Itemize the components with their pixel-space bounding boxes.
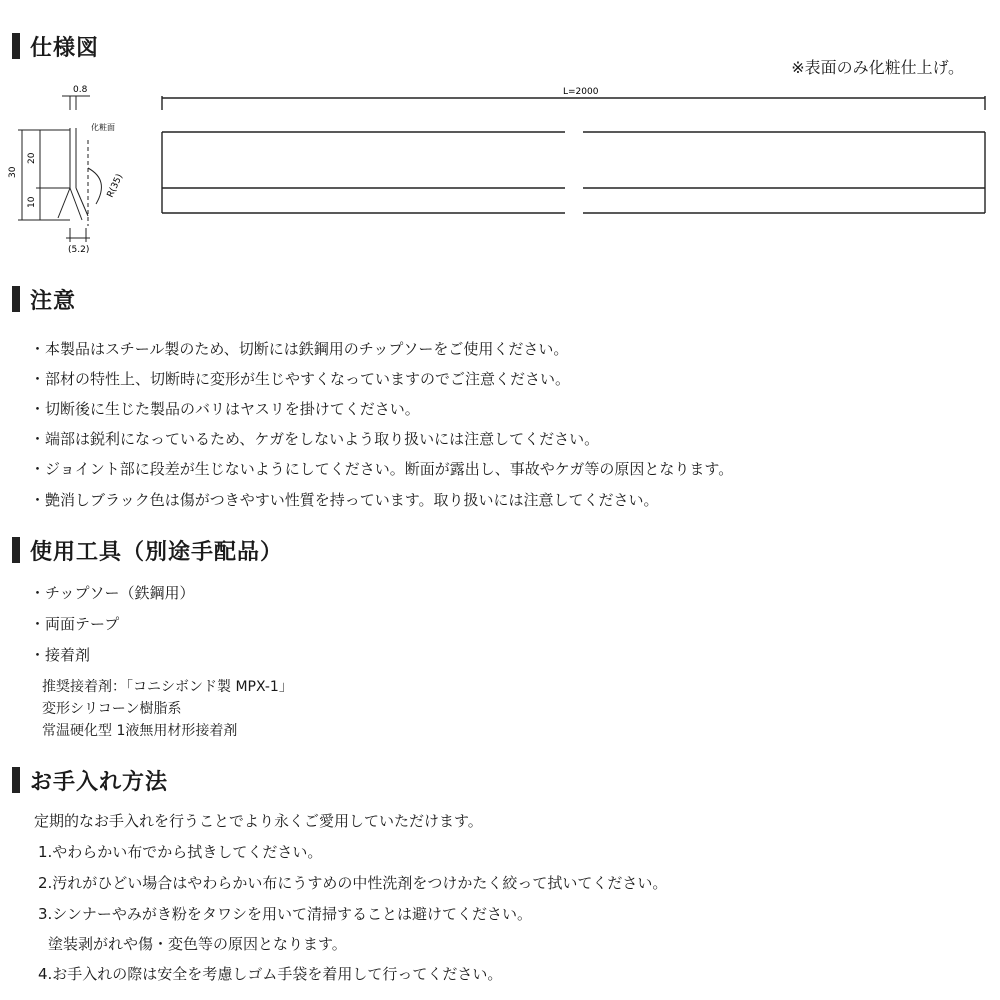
spec-note: ※表面のみ化粧仕上げ。 xyxy=(791,58,964,77)
tool-item: ・チップソー（鉄鋼用） xyxy=(30,584,195,602)
care-title: お手入れ方法 xyxy=(30,769,169,795)
adhesive-note: 常温硬化型 1液無用材形接着剤 xyxy=(42,723,238,739)
dim-thickness: 0.8 xyxy=(73,85,88,95)
adhesive-note: 推奨接着剤：「コニシボンド製 MPX-1」 xyxy=(42,679,293,695)
tool-item: ・接着剤 xyxy=(30,646,91,664)
heading-bar xyxy=(12,286,20,312)
caution-title: 注意 xyxy=(30,288,77,314)
dim-length: L=2000 xyxy=(563,87,599,97)
care-heading xyxy=(12,765,168,795)
care-item: 4.お手入れの際は安全を考慮しゴム手袋を着用して行ってください。 xyxy=(38,965,503,983)
dim-upper: 20 xyxy=(27,152,37,164)
adhesive-note: 変形シリコーン樹脂系 xyxy=(42,701,182,717)
care-item: 2.汚れがひどい場合はやわらかい布にうすめの中性洗剤をつけかたく絞って拭いてください。 xyxy=(38,874,668,892)
care-item: 塗装剥がれや傷・変色等の原因となります。 xyxy=(48,935,347,953)
dim-lower: 10 xyxy=(27,196,37,208)
caution-item: ・本製品はスチール製のため、切断には鉄鋼用のチップソーをご使用ください。 xyxy=(30,340,569,358)
dim-total: 30 xyxy=(8,166,18,178)
caution-item: ・切断後に生じた製品のバリはヤスリを掛けてください。 xyxy=(30,400,420,418)
caution-item: ・ジョイント部に段差が生じないようにしてください。断面が露出し、事故やケガ等の原因となります。 xyxy=(30,460,734,478)
tools-title: 使用工具（別途手配品） xyxy=(30,539,284,565)
heading-bar xyxy=(12,537,20,563)
heading-bar xyxy=(12,767,20,793)
spec-drawing xyxy=(0,80,1000,260)
care-item: 3.シンナーやみがき粉をタワシを用いて清掃することは避けてください。 xyxy=(38,905,532,923)
face-label: 化粧面 xyxy=(91,123,115,132)
tool-item: ・両面テープ xyxy=(30,615,120,633)
caution-heading xyxy=(12,284,76,314)
caution-item: ・端部は鋭利になっているため、ケガをしないよう取り扱いには注意してください。 xyxy=(30,430,600,448)
tools-heading xyxy=(12,535,283,565)
care-item: 定期的なお手入れを行うことでより永くご愛用していただけます。 xyxy=(34,812,483,830)
caution-item: ・艶消しブラック色は傷がつきやすい性質を持っています。取り扱いには注意してください。 xyxy=(30,491,659,509)
caution-item: ・部材の特性上、切断時に変形が生じやすくなっていますのでご注意ください。 xyxy=(30,370,571,388)
spec-heading xyxy=(12,31,99,61)
dim-radius: R(35) xyxy=(105,172,126,200)
dim-width: (5.2) xyxy=(68,245,90,255)
spec-title: 仕様図 xyxy=(30,35,100,61)
care-item: 1.やわらかい布でから拭きしてください。 xyxy=(38,843,323,861)
heading-bar xyxy=(12,33,20,59)
